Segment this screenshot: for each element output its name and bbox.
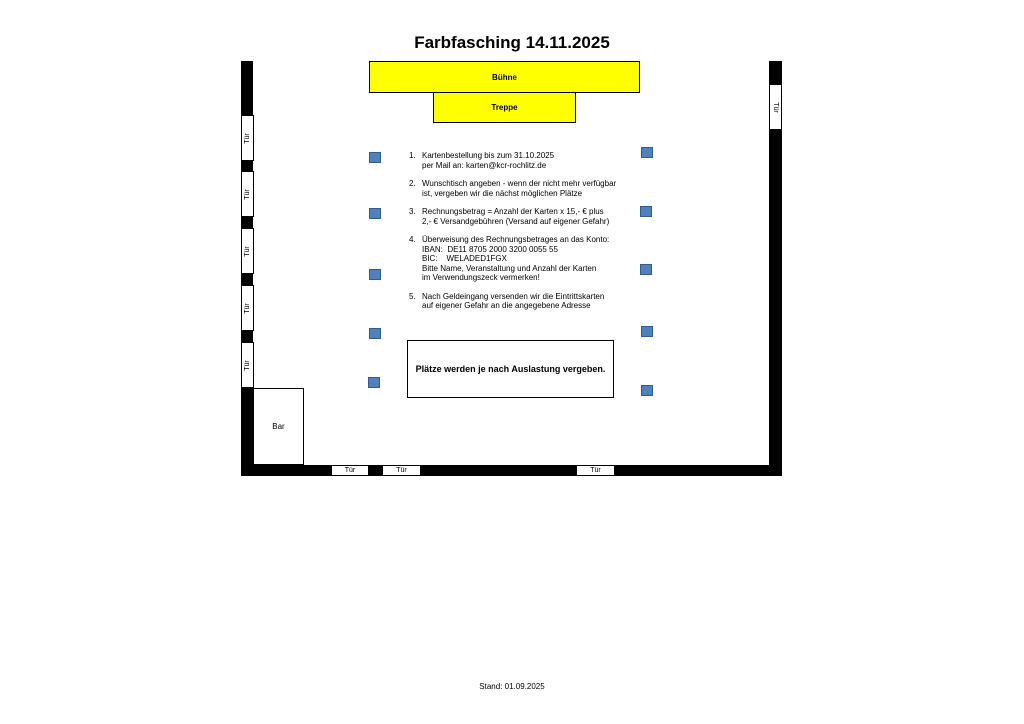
instruction-number: 5. <box>409 291 416 301</box>
instruction-line: Kartenbestellung bis zum 31.10.2025 <box>422 151 555 160</box>
door-bottom-2 <box>382 465 421 476</box>
instruction-number: 2. <box>409 179 416 188</box>
instruction-number: 3. <box>409 207 416 216</box>
instruction-line: per Mail an: karten@kcr-rochlitz.de <box>422 160 547 170</box>
instruction-line: im Verwendungszeck vermerken! <box>422 273 540 282</box>
stage-buehne-label: Bühne <box>492 72 517 82</box>
seating-notice-text: Plätze werden je nach Auslastung vergeben. <box>415 364 606 374</box>
door-left-2 <box>241 171 254 217</box>
stage-buehne <box>369 61 640 93</box>
door-left-5 <box>241 342 254 388</box>
bar-area <box>253 388 304 465</box>
seating-notice <box>407 340 614 398</box>
table-right-2[interactable] <box>640 206 652 217</box>
stage-treppe <box>433 92 576 123</box>
instruction-number: 4. <box>409 235 416 244</box>
instruction-item <box>409 151 641 170</box>
table-right-3[interactable] <box>640 264 652 275</box>
door-left-3 <box>241 228 254 274</box>
instruction-line: IBAN: DE11 8705 2000 3200 0055 55 <box>422 244 558 254</box>
table-right-4[interactable] <box>641 326 653 337</box>
instruction-line: Bitte Name, Veranstaltung und Anzahl der Karten <box>422 263 597 273</box>
instruction-item <box>409 207 641 226</box>
instruction-item <box>409 292 641 311</box>
table-right-1[interactable] <box>641 147 653 158</box>
page-title: Farbfasching 14.11.2025 <box>414 33 610 52</box>
door-label: Tür <box>244 132 251 144</box>
instruction-line: ist, vergeben wir die nächst möglichen Plätze <box>422 188 583 198</box>
instruction-item <box>409 235 641 283</box>
door-label: Tür <box>772 101 779 113</box>
instruction-line: Nach Geldeingang versenden wir die Eintrittskarten <box>422 291 605 301</box>
door-left-4 <box>241 285 254 331</box>
stage-treppe-label: Treppe <box>491 103 518 112</box>
door-label: Tür <box>244 302 251 314</box>
door-left-1 <box>241 115 254 161</box>
door-label: Tür <box>590 467 601 474</box>
table-left-1[interactable] <box>369 152 381 163</box>
instruction-line: 2,- € Versandgebühren (Versand auf eigener Gefahr) <box>422 216 610 226</box>
door-label: Tür <box>244 359 251 371</box>
table-left-4[interactable] <box>369 328 381 339</box>
footer-date: Stand: 01.09.2025 <box>479 682 545 691</box>
instruction-number: 1. <box>409 151 416 160</box>
instruction-item <box>409 179 641 198</box>
instruction-line: Wunschtisch angeben - wenn der nicht mehr verfügbar <box>422 179 617 188</box>
door-label: Tür <box>244 188 251 200</box>
table-left-3[interactable] <box>369 269 381 280</box>
instruction-line: BIC: WELADED1FGX <box>422 254 507 263</box>
door-bottom-1 <box>331 465 369 476</box>
door-bottom-3 <box>576 465 615 476</box>
table-left-2[interactable] <box>369 208 381 219</box>
instruction-line: Rechnungsbetrag = Anzahl der Karten x 15,- € plus <box>422 207 604 216</box>
table-right-5[interactable] <box>641 385 653 396</box>
instructions-list <box>409 151 641 320</box>
table-left-5[interactable] <box>368 377 380 388</box>
door-label: Tür <box>244 245 251 257</box>
instruction-line: auf eigener Gefahr an die angegebene Adresse <box>422 301 591 310</box>
bar-label: Bar <box>272 422 285 431</box>
door-right-1 <box>769 84 782 130</box>
door-label: Tür <box>344 467 356 474</box>
instruction-line: Überweisung des Rechnungsbetrages an das Konto: <box>422 235 610 244</box>
door-label: Tür <box>396 467 407 474</box>
